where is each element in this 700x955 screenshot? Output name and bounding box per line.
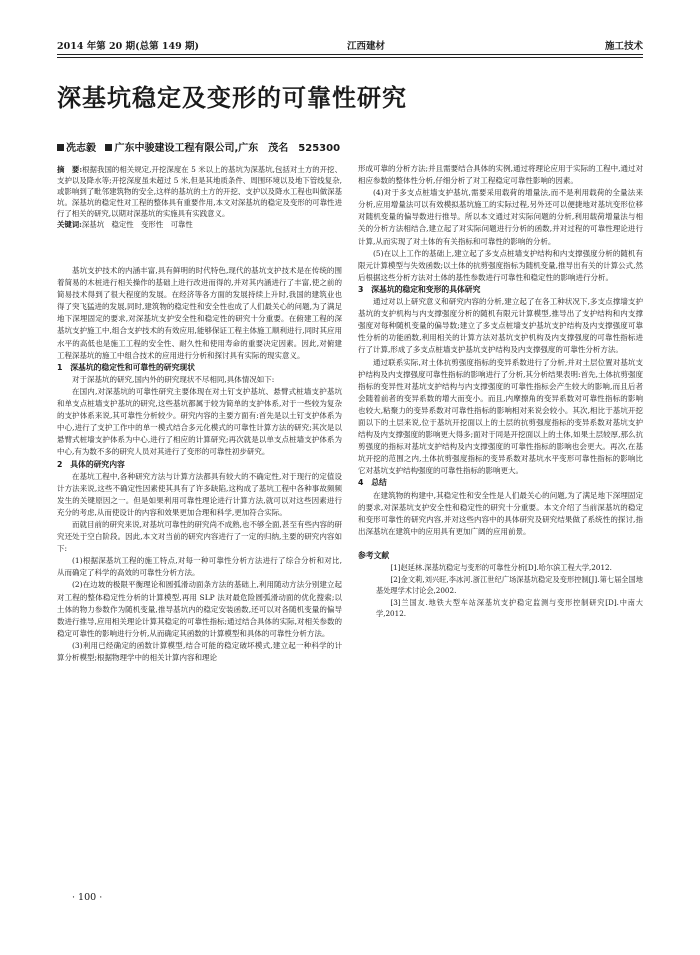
square-bullet-icon [105, 144, 112, 151]
intro-paragraph: 基坑支护技术的内涵丰富,具有鲜明的时代特色,现代的基坑支护技术是在传统的围着简易的木桩进行相关操作的基础上进行改进而得的,并对其内涵进行了丰富,使之前的简易技术得到了很大程度的发展。在经济等各方面的发展持续上升时,我国的建筑业也得了突飞猛进的发展,同时,建筑物的稳定性和安全性也成了人们最关心的问题,为了满足地下深埋固定的要求,对深基坑支护安全性和稳定性的研究十分重要。在俯建工程的深基坑支护施工中,组合支护技术的有效应用,能够保证工程主体施工顺利进行,同时其应用水平的高低也是施工工程的安全性、耐久性和使用寿命的重要决定因素。因此,对俯建工程深基坑的施工中组合技术的应用进行分析和探讨具有实际的现实意义。 [57, 266, 342, 360]
section-1-paragraph: 在国内,对深基坑的可靠性研究主要体现在对土钉支护基坑、悬臂式桩墙支护基坑和单支点桩墙支护基坑的研究,这些基坑都属于较为简单的支护体系,对于一些较为复杂的支护体系来说,其可靠性分析较少。研究内容的主要方面有:首先是以土钉支护体系为中心,进行了支护工作中的单一模式结合多元化模式的可靠性计算方法的研究;其次是以悬臂式桩墙支护体系为中心,进行了相应的计算研究;再次就是以单支点桩墙支护体系为中心,有为数不多的研究人员对其进行了变形的可靠性初步研究。 [57, 386, 342, 457]
section-3-paragraph: 通过联系实际,对土体抗剪强度指标的变异系数进行了分析,并对土层位置对基坑支护结构及内支撑强度可靠性指标的影响进行了分析,其分析结果表明:首先,土体抗剪强度指标的变异性对基坑支护结构与内支撑强度的可靠性指标会产生较大的影响,而且后者会随着前者的变异系数的增大而变小。而且,内摩擦角的变异系数对可靠性指标的影响也较大,粘聚力的变异系数对可靠性指标的影响相对来说会较小。其次,相比于基坑开挖面以下的土层来说,位于基坑开挖面以上的土层的抗剪强度指标的变异系数对基坑支护结构及内支撑强度的影响更大得多;面对于同是开挖面以上的土体,如果土层较厚,那么抗剪强度的指标对基坑支护结构及内支撑强度的可靠性指标的影响也会更大。再次,在基坑开挖的范围之内,土体抗剪强度指标的变异系数对基坑水平变形可靠性指标的影响比它对基坑支护结构强度的可靠性指标的影响更大。 [358, 357, 643, 476]
square-bullet-icon [57, 144, 64, 151]
keywords-text: 深基坑 稳定性 变形性 可靠性 [81, 220, 193, 229]
reference-item: [2]金文莉,刘兴旺,李冰河.浙江世纪广场深基坑稳定及变形控制[J].第七届全国地基处理学术讨论会,2002. [376, 574, 643, 595]
header-journal: 江西建材 [347, 41, 386, 52]
section-2-paragraph: (3)利用已经确定的函数计算模型,结合可能的稳定破坏模式,建立起一种科学的计算分析模型;根据物理学中的相关计算内容和理论 [57, 640, 342, 662]
header-rule [57, 54, 643, 55]
left-column [57, 265, 342, 855]
header-section: 施工技术 [604, 41, 643, 52]
abstract-block [57, 164, 342, 230]
section-2-heading: 2 具体的研究内容 [57, 459, 125, 469]
keywords-label: 关键词: [57, 220, 82, 229]
section-2-paragraph: 而就目前的研究来说,对基坑可靠性的研究尚不成熟,也不够全面,甚至有些内容的研究还处于空白阶段。因此,本文对当前的研究内容进行了一定的归纳,主要的研究内容如下: [57, 519, 342, 554]
section-1-heading: 1 深基坑的稳定性和可靠性的研究现状 [57, 362, 195, 372]
author-name: 冼志毅 [66, 143, 96, 154]
abstract-label: 摘 要: [57, 165, 83, 174]
section-4-paragraph: 在建筑物的构建中,其稳定性和安全性是人们最关心的问题,为了满足地下深埋固定的要求,对深基坑支护安全性和稳定性的研究十分重要。本文介绍了当前深基坑的稳定和变形可靠性的研究内容,并对这些内容中的具体研究及研究结果做了系统性的探讨,指出深基坑在建筑中的应用具有更加广阔的应用前景。 [358, 490, 643, 536]
section-3-paragraph: 通过对以上研究意义和研究内容的分析,建立起了在各工种状况下,多支点撑墙支护基坑的支护机构与内支撑强度分析的随机有限元计算模型,推导出了支护结构和内支撑强度对每种随机变量的偏导数;建立了多支点桩墙支护基坑支护结构及内支撑强度可靠性分析的功能函数,利用相关的计算方法对基坑支护机构及内支撑强度的可靠性指标进行了计算,形成了多支点桩墙支护基坑支护结构及内支撑强度的可靠性分析方法。 [358, 297, 643, 355]
section-3-heading: 3 深基坑的稳定和变形的具体研究 [358, 284, 481, 294]
section-2-paragraph: (4)对于多支点桩墙支护基坑,需要采用载荷的增量法,而不是利用载荷的全量法来分析,应用增量法可以有效模拟基坑施工的实际过程,另外还可以便捷地对基坑变形位移对随机变量的偏导数进行推导。所以本文通过对实际问题的分析,利用载荷增量法与相关的分析方法相结合,建立起了对实际问题进行分析的函数,并对过程的可靠性理论进行计算,从而实现了对土体的有关指标和可靠性的影响的分析。 [358, 188, 643, 246]
references-heading: 参考文献 [358, 550, 390, 560]
author-affiliation: 广东中骏建设工程有限公司,广东 茂名 525300 [114, 143, 341, 154]
section-2-paragraph: (5)在以上工作的基础上,建立起了多支点桩墙支护结构和内支撑强度分析的随机有限元计算模型与失效函数;以土体的抗剪强度指标为随机变量,推导出有关的计算公式,然后根据这些分析方法对土体的基性参数进行可靠性和稳定性的影响进行分析。 [358, 248, 643, 282]
abstract-text: 根据我国的相关规定,开挖深度在 5 米以上的基坑为深基坑,包括对土方的开挖、支护以及降水等;开挖深度虽未超过 5 米,但是其地质条件、周围环境以及地下管线复杂,或影响到了毗邻建筑物的安全,这样的基坑的土方的开挖、支护以及降水工程也叫做深基坑。深基坑的稳定性对工程的整体具有重要作用,本文对深基坑的稳定及变形的可靠性进行了相关的研究,以期对深基坑的实施具有实践意义。 [57, 165, 342, 218]
reference-item: [1]赵延林.深基坑稳定与变形的可靠性分析[D].哈尔滨工程大学,2012. [390, 563, 612, 572]
right-column [358, 163, 643, 803]
section-1-paragraph: 对于深基坑的研究,国内外的研究现状不尽相同,具体情况如下: [72, 374, 275, 384]
header-issue: 2014 年第 20 期(总第 149 期) [57, 41, 200, 52]
reference-item: [3]兰国友.地铁大型车站深基坑支护稳定监测与变形控制研究[D].中南大学,2012. [376, 597, 643, 618]
header-rule-thin [57, 57, 643, 58]
paper-title: 深基坑稳定及变形的可靠性研究 [57, 84, 407, 112]
running-header [57, 38, 643, 52]
section-2-paragraph: 在基坑工程中,各种研究方法与计算方法都具有较大的不确定性,对于现行的定值设计方法来说,这些不确定性因素使其具有了许多缺陷,这构成了基坑工程中各种事故频频发生的关键原因之一。但是如果利用可靠性理论进行计算方法,就可以对这些因素进行充分的考虑,从而使设计的内容和效果更加合理和科学,更加符合实际。 [57, 471, 342, 517]
page-number: · 100 · [72, 892, 103, 903]
section-2-paragraph: (1)根据深基坑工程的施工特点,对每一种可靠性分析方法进行了综合分析和对比,从而确定了科学的高效的可靠性分析方法。 [57, 556, 342, 578]
section-2-paragraph: (2)在边坡的极限平衡理论和圆弧滑动面条方法的基础上,利用随动方法分别建立起对工程的整体稳定性分析的计算模型,再用 SLP 法对最危险圆弧滑动面的优化搜索;以土体的物力参数作为随机变量,推导基坑内的稳定安装函数,还可以对各随机变量的偏导数进行推导,应用相关理论计算其稳定的可靠性指标;通过结合具体的实际,对相关参数的稳定可靠性的影响进行分析,从而确定其函数的计算模型和具体的可靠性分析方法。 [57, 580, 342, 638]
continued-paragraph: 形成可靠的分析方法;并且需要结合具体的实例,通过将理论应用于实际的工程中,通过对相应参数的整体性分析,仔细分析了对工程稳定可靠性影响的因素。 [358, 164, 643, 186]
section-4-heading: 4 总结 [358, 478, 387, 488]
author-line [57, 139, 643, 154]
